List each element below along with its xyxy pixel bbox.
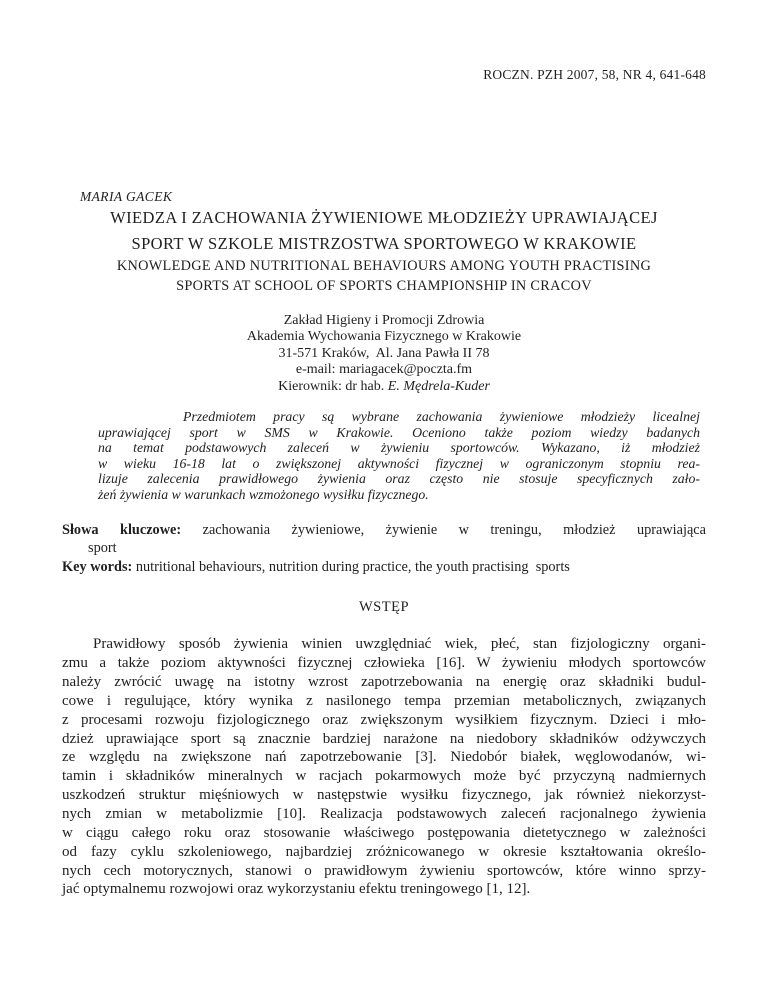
affiliation-line: 31-571 Kraków, Al. Jana Pawła II 78 (278, 345, 490, 361)
head-prefix: Kierownik: dr hab. (278, 378, 388, 394)
intro-line: nych zmian w metabolizmie [10]. Realizacja podstawowych zaleceń racjonalnego żywienia (62, 805, 706, 822)
abstract-line: uprawiającej sport w SMS w Krakowie. Oceniono także poziom wiedzy badanych (98, 424, 700, 440)
intro-paragraph (62, 635, 706, 899)
intro-line: należy zwrócić uwagę na istotny wzrost zapotrzebowania na energię oraz składniki budul- (62, 674, 706, 691)
section-heading-wstep: WSTĘP (358, 599, 410, 616)
journal-reference: ROCZN. PZH 2007, 58, NR 4, 641-648 (483, 67, 706, 82)
keywords-pl-line2: sport (88, 540, 117, 557)
intro-line: dzież uprawiające sport są znacznie bardziej narażone na niedobory składników odżywczych (62, 730, 706, 747)
abstract-line: lizuje zalecenia prawidłowego żywienia oraz często nie stosuje specyficznych zało- (98, 471, 700, 487)
abstract-line: Przedmiotem pracy są wybrane zachowania żywieniowe młodzieży licealnej (183, 409, 700, 425)
intro-line: od fazy cyklu szkoleniowego, najbardziej zróżnicowanego w okresie kształtowania określo- (62, 843, 706, 860)
intro-line: zmu a także poziom aktywności fizycznej człowieka [16]. W żywieniu młodych sportowców (62, 655, 706, 672)
keywords-block (62, 521, 706, 577)
keywords-en-line (62, 558, 706, 577)
keywords-pl-text: zachowania żywieniowe, żywienie w treningu, młodzież uprawiająca (202, 521, 706, 538)
abstract-line: w wieku 16-18 lat o zwiększonej aktywności fizycznej w ograniczonym stopniu rea- (98, 455, 700, 471)
keywords-en-text: nutritional behaviours, nutrition during practice, the youth practising sports (132, 558, 570, 575)
affiliation-block (62, 313, 706, 395)
affiliation-line: e-mail: mariagacek@poczta.fm (295, 362, 473, 378)
abstract-paragraph (98, 409, 700, 503)
title-pl-line1: WIEDZA I ZACHOWANIA ŻYWIENIOWE MŁODZIEŻY UPRAWIAJĄCEJ (110, 208, 658, 227)
intro-line: z procesami rozwoju fizjologicznego oraz zwiększonym wysiłkiem fizycznym. Dzieci i mło- (62, 711, 706, 728)
title-pl-line2: SPORT W SZKOLE MISTRZOSTWA SPORTOWEGO W KRAKOWIE (131, 234, 637, 253)
author-name: MARIA GACEK (80, 189, 173, 204)
article-title-polish (62, 205, 706, 257)
intro-line: nych cech motorycznych, stanowi o prawidłowym żywieniu sportowców, które winno sprzy- (62, 862, 706, 879)
abstract-line: żeń żywienia w warunkach wzmożonego wysiłku fizycznego. (98, 487, 429, 502)
intro-line: ze względu na zwiększone nań zapotrzebowanie [3]. Niedobór białek, węglowodanów, wi- (62, 749, 706, 766)
affiliation-line: Zakład Higieny i Promocji Zdrowia (283, 313, 485, 328)
affiliation-line: Akademia Wychowania Fizycznego w Krakowie (246, 329, 522, 345)
head-name: E. Mędrela-Kuder (387, 378, 490, 394)
intro-line: w ciągu całego roku oraz stosowanie właściwego postępowania dietetycznego w zależności (62, 824, 706, 841)
title-en-line1: KNOWLEDGE AND NUTRITIONAL BEHAVIOURS AMONG YOUTH PRACTISING (116, 258, 652, 274)
affiliation-lines (62, 313, 706, 379)
affiliation-head-line (62, 379, 706, 395)
article-title-english (62, 257, 706, 296)
intro-line: tamin i składników mineralnych w racjach pokarmowych może być przyczyną nadmiernych (62, 768, 706, 785)
keywords-en-label: Key words: (62, 558, 133, 575)
keywords-pl-label: Słowa kluczowe: (62, 521, 182, 538)
intro-line: cowe i regulujące, który wynika z nasilonego tempa przemian metabolicznych, związanych (62, 692, 706, 709)
intro-line: uszkodzeń struktur mięśniowych w następstwie wysiłku fizycznego, jak również niekorzyst- (62, 787, 706, 804)
intro-line: jać optymalnemu rozwojowi oraz wykorzystaniu efektu treningowego [1, 12]. (62, 881, 531, 898)
title-en-line2: SPORTS AT SCHOOL OF SPORTS CHAMPIONSHIP IN CRACOV (176, 277, 592, 294)
abstract-line: na temat podstawowych zaleceń w żywieniu sportowców. Wykazano, iż młodzież (98, 440, 700, 456)
intro-line: Prawidłowy sposób żywienia winien uwzględniać wiek, płeć, stan fizjologiczny organi- (93, 636, 706, 653)
keywords-pl-line1 (62, 521, 706, 540)
